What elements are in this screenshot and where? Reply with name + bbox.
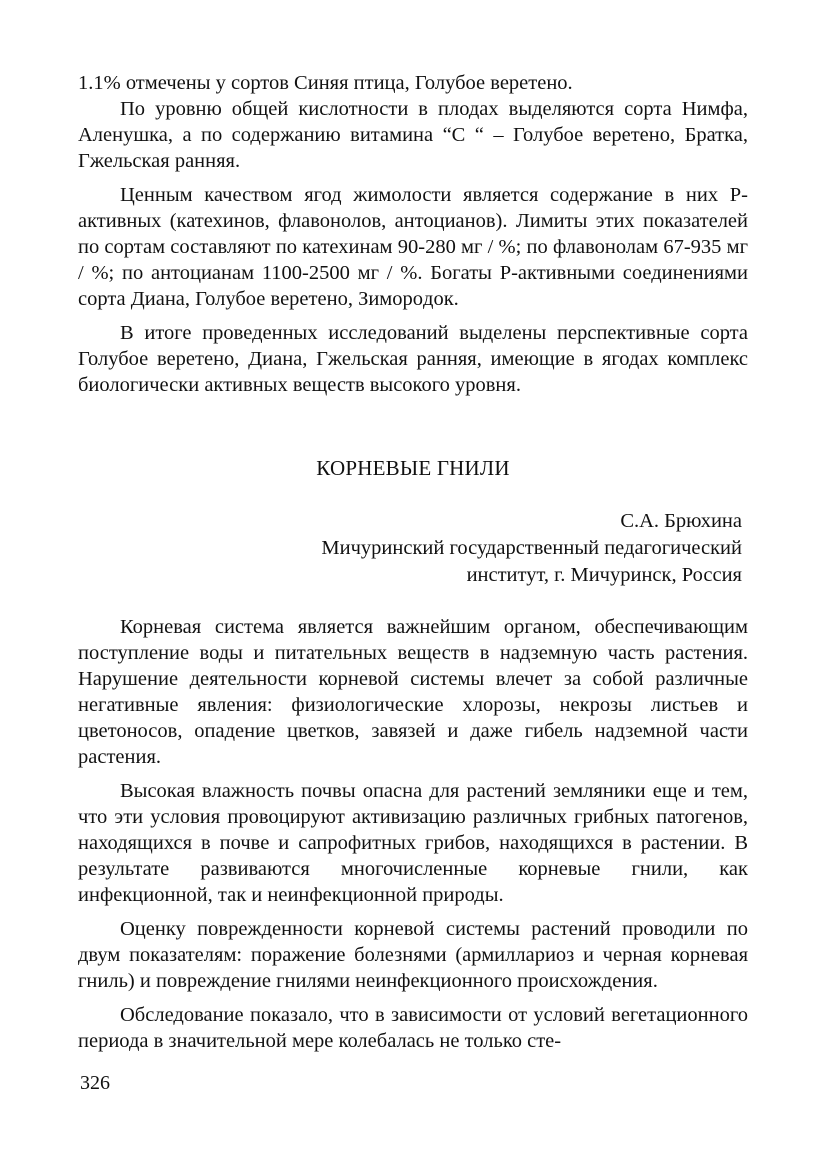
paragraph-soil-moisture: Высокая влажность почвы опасна для растений земляники еще и тем, что эти условия провоцируют активизацию различных грибных патогенов, находящихся в почве и сапрофитных грибов, находящихся в растении. В результате развиваются многочисленные корневые гнили, как инфекционной, так и неинфекционной природы. (78, 780, 748, 906)
article-body (78, 614, 748, 1054)
paragraph-root-system: Корневая система является важнейшим органом, обеспечивающим поступление воды и питательных веществ в надземную часть растения. Нарушение деятельности корневой системы влечет за собой различные негативные явления: физиологические хлорозы, некрозы листьев и цветоносов, опадение цветков, завязей и даже гибель надземной части растения. (78, 616, 748, 768)
paragraph-assessment: Оценку поврежденности корневой системы растений проводили по двум показателям: поражение болезнями (армиллариоз и черная корневая гниль) и повреждение гнилями неинфекционного происхождения. (78, 918, 748, 992)
paragraph-p-active: Ценным качеством ягод жимолости является содержание в них Р-активных (катехинов, флавонолов, антоцианов). Лимиты этих показателей по сортам составляют по катехинам 90-280 мг / %; по флавонолам 67-935 мг / %; по антоцианам 1100-2500 мг / %. Богаты Р-активными соединениями сорта Диана, Голубое веретено, Зиморoдок. (78, 184, 748, 310)
author-name: С.А. Брюхина (620, 510, 742, 532)
previous-article-ending (78, 70, 748, 398)
affiliation-line-2: институт, г. Мичуринск, Россия (466, 564, 742, 586)
paragraph-acidity: По уровню общей кислотности в плодах выделяются сорта Нимфа, Аленушка, а по содержанию витамина “С “ – Голубое веретено, Братка, Гжельская ранняя. (78, 98, 748, 172)
article-title: КОРНЕВЫЕ ГНИЛИ (316, 456, 510, 480)
paragraph-conclusion: В итоге проведенных исследований выделены перспективные сорта Голубое веретено, Диана, Гжельская ранняя, имеющие в ягодах комплекс биологически активных веществ высокого уровня. (78, 322, 748, 396)
page-number: 326 (80, 1072, 110, 1094)
paragraph-survey: Обследование показало, что в зависимости от условий вегетационного периода в значительной мере колебалась не только сте- (78, 1004, 748, 1052)
author-block (222, 508, 742, 589)
paragraph-continuation: 1.1% отмечены у сортов Синяя птица, Голубое веретено. (78, 72, 573, 94)
affiliation-line-1: Мичуринский государственный педагогический (321, 537, 742, 559)
